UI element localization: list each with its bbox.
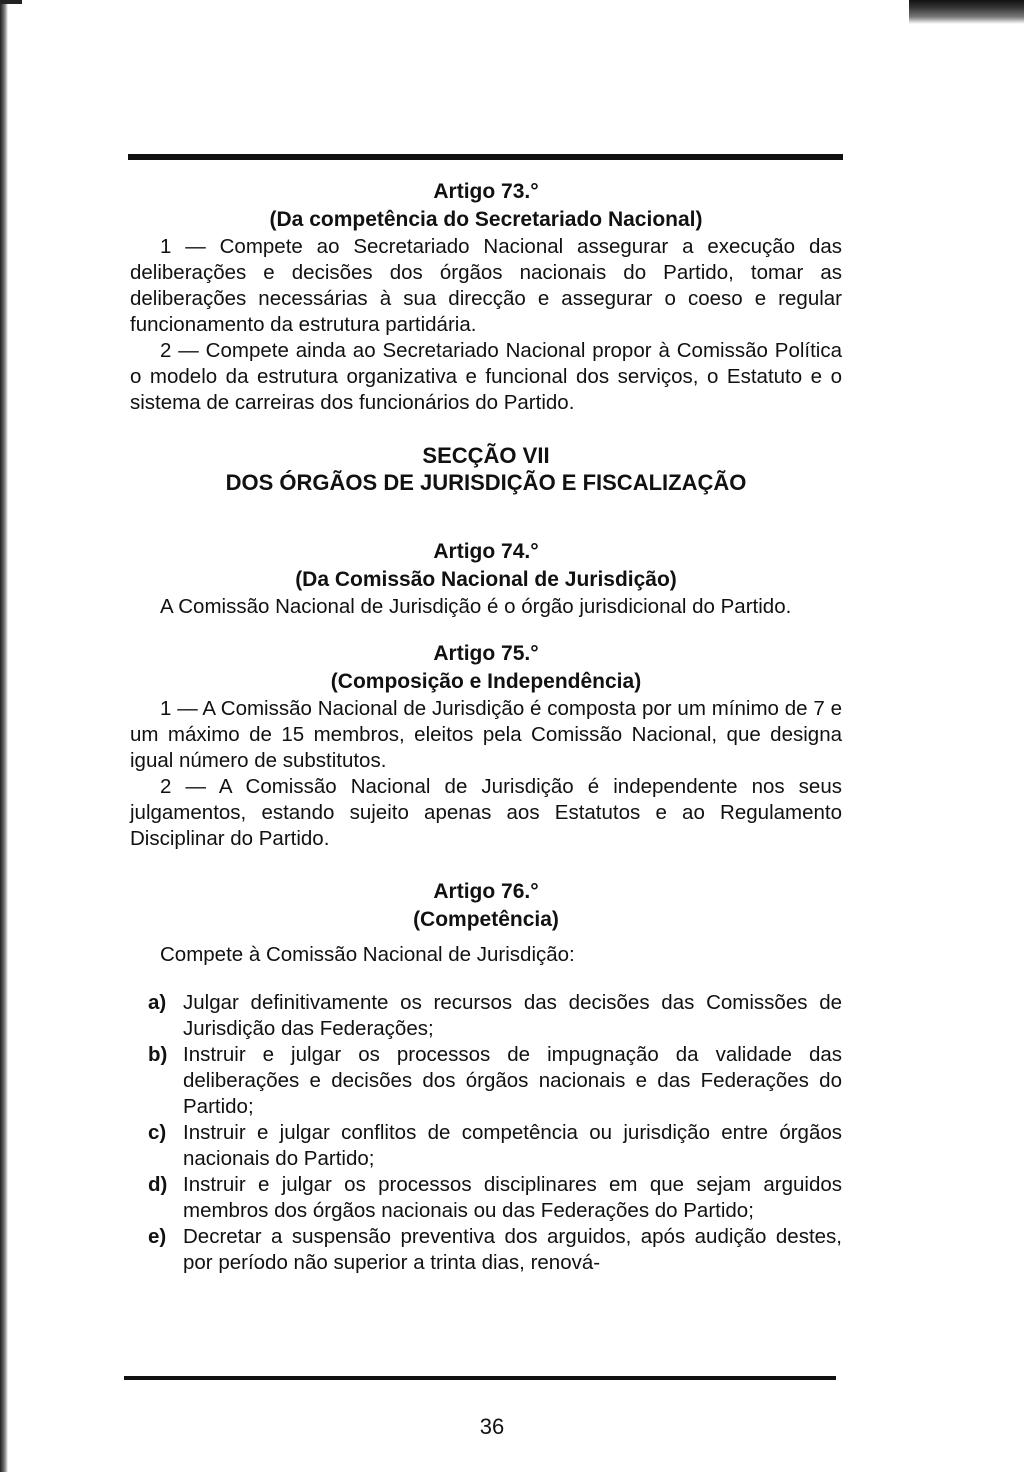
- artigo-75: [130, 640, 842, 852]
- artigo-75-paragraph-2: 2 — A Comissão Nacional de Jurisdição é independente nos seus julgamentos, estando sujeito apenas aos Estatutos e ao Regulamento Disciplinar do Partido.: [130, 775, 842, 850]
- page-content: [130, 178, 842, 1276]
- artigo-75-title: Artigo 75.°: [433, 642, 539, 665]
- list-item-text: Instruir e julgar os processos disciplinares em que sejam arguidos membros dos órgãos nacionais ou das Federações do Partido;: [183, 1173, 842, 1222]
- artigo-74-title: Artigo 74.°: [433, 540, 539, 563]
- scan-edge-left: [0, 0, 8, 1472]
- page-number-wrapper: [0, 1414, 1024, 1440]
- top-rule: [128, 154, 843, 160]
- list-item: [148, 990, 842, 1042]
- seccao-title: SECÇÃO VII: [422, 443, 550, 468]
- artigo-76-items: [130, 990, 842, 1276]
- list-item-text: Julgar definitivamente os recursos das decisões das Comissões de Jurisdição das Federações;: [183, 991, 842, 1040]
- list-item: [148, 1224, 842, 1276]
- artigo-75-paragraph-1: 1 — A Comissão Nacional de Jurisdição é composta por um mínimo de 7 e um máximo de 15 membros, eleitos pela Comissão Nacional, que designa igual número de substitutos.: [130, 697, 842, 772]
- list-item: [148, 1120, 842, 1172]
- artigo-73: [130, 178, 842, 416]
- artigo-74-subtitle: (Da Comissão Nacional de Jurisdição): [295, 568, 677, 591]
- list-item-letter: b): [148, 1043, 168, 1066]
- artigo-76-intro: Compete à Comissão Nacional de Jurisdição:: [160, 943, 575, 966]
- list-item-letter: e): [148, 1225, 167, 1248]
- list-item-letter: d): [148, 1173, 168, 1196]
- seccao-subtitle: DOS ÓRGÃOS DE JURISDIÇÃO E FISCALIZAÇÃO: [225, 470, 747, 495]
- scan-mark-top-right: [909, 0, 1024, 24]
- list-item-text: Instruir e julgar os processos de impugnação da validade das deliberações e decisões dos órgãos nacionais e das Federações do Partido;: [183, 1043, 842, 1118]
- page-number: 36: [479, 1414, 505, 1439]
- artigo-76: [130, 878, 842, 1276]
- list-item-text: Decretar a suspensão preventiva dos arguidos, após audição destes, por período não superior a trinta dias, renová-: [183, 1225, 842, 1274]
- artigo-73-paragraph-2: 2 — Compete ainda ao Secretariado Nacional propor à Comissão Política o modelo da estrutura organizativa e funcional dos serviços, o Estatuto e o sistema de carreiras dos funcionários do Partido.: [130, 339, 842, 414]
- artigo-73-subtitle: (Da competência do Secretariado Nacional): [269, 208, 703, 231]
- list-item: [148, 1172, 842, 1224]
- artigo-75-subtitle: (Composição e Independência): [330, 670, 642, 693]
- list-item-text: Instruir e julgar conflitos de competência ou jurisdição entre órgãos nacionais do Partido;: [183, 1121, 842, 1170]
- artigo-73-paragraph-1: 1 — Compete ao Secretariado Nacional assegurar a execução das deliberações e decisões dos órgãos nacionais do Partido, tomar as deliberações necessárias à sua direcção e assegurar o coeso e regular funcionamento da estrutura partidária.: [130, 235, 842, 336]
- seccao-vii: [130, 442, 842, 496]
- artigo-76-subtitle: (Competência): [413, 908, 559, 931]
- artigo-74: [130, 538, 842, 620]
- list-item: [148, 1042, 842, 1120]
- artigo-73-title: Artigo 73.°: [433, 180, 539, 203]
- list-item-letter: c): [148, 1121, 167, 1144]
- list-item-letter: a): [148, 991, 167, 1014]
- bottom-rule: [124, 1376, 836, 1380]
- scan-mark-top-left: [0, 0, 22, 4]
- artigo-74-paragraph: A Comissão Nacional de Jurisdição é o órgão jurisdicional do Partido.: [160, 595, 792, 618]
- artigo-76-title: Artigo 76.°: [433, 880, 539, 903]
